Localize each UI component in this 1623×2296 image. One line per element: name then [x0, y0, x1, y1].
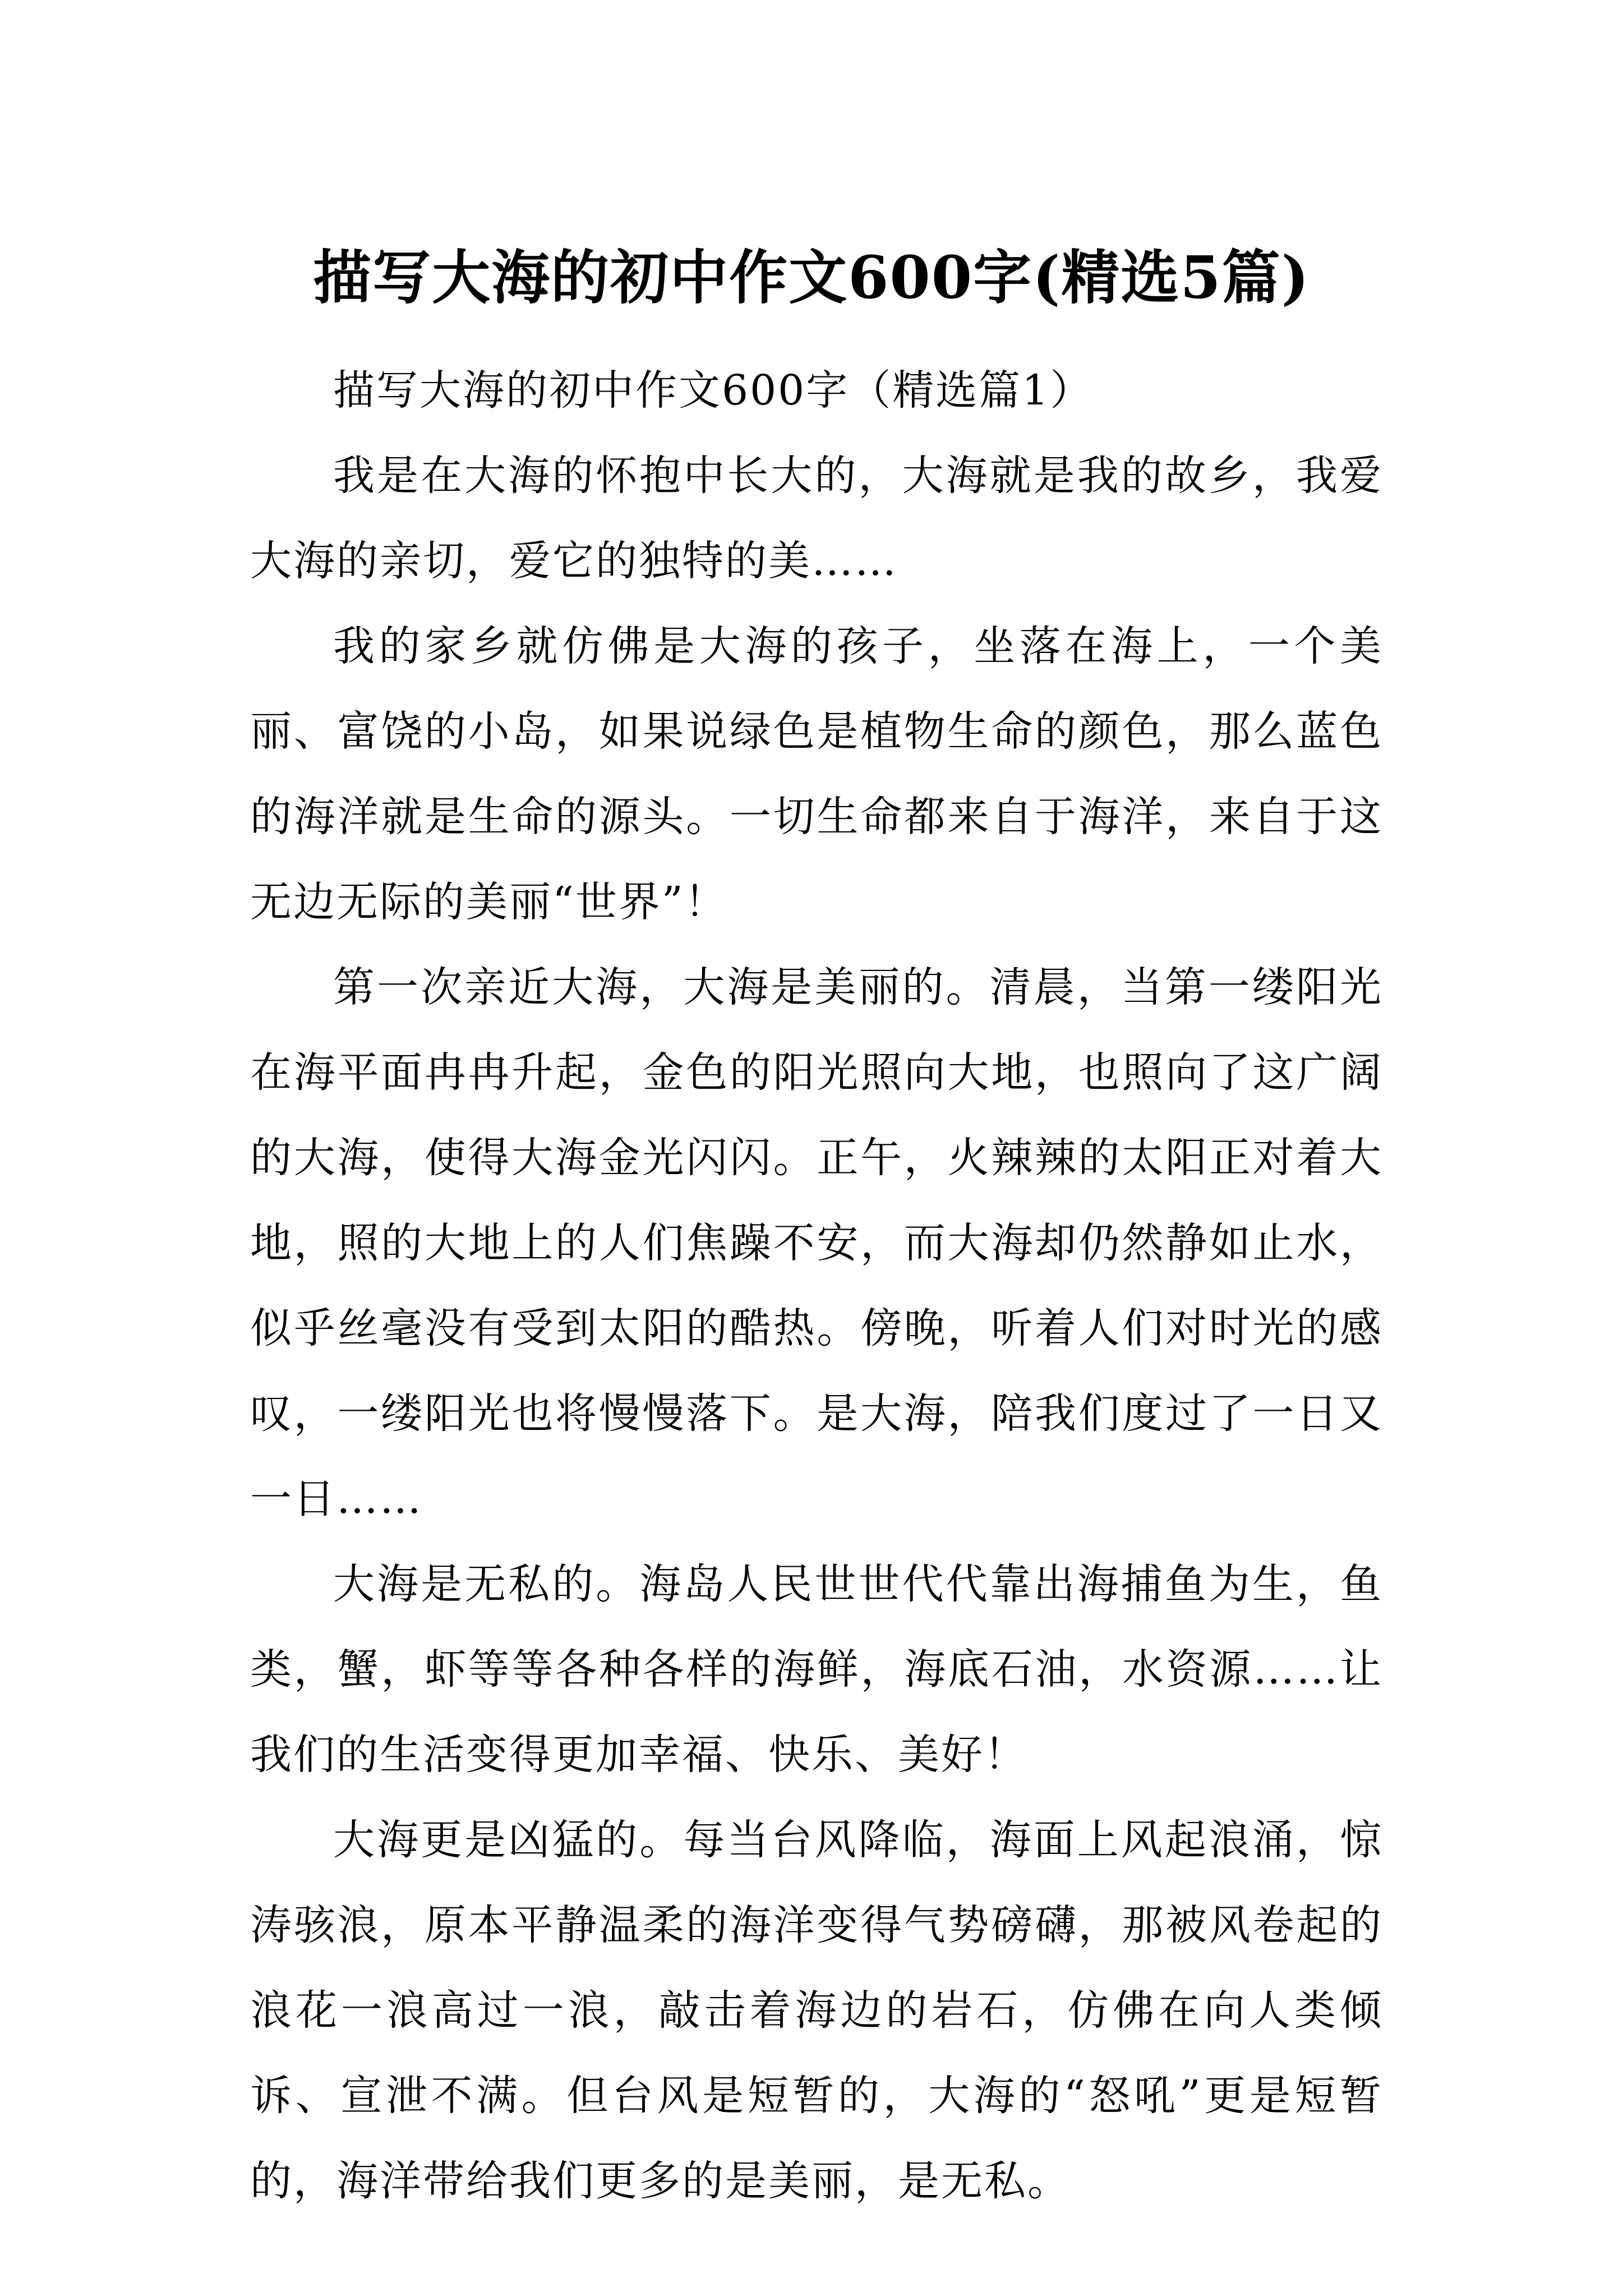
paragraph: 我是在大海的怀抱中长大的，大海就是我的故乡，我爱大海的亲切，爱它的独特的美…… [250, 452, 1383, 585]
section-heading: 描写大海的初中作文600字（精选篇1） [333, 366, 1094, 415]
paragraph: 我的家乡就仿佛是大海的孩子，坐落在海上，一个美丽、富饶的小岛，如果说绿色是植物生命的颜色，那么蓝色的海洋就是生命的源头。一切生命都来自于海洋，来自于这无边无际的美丽“世界”！ [250, 622, 1383, 926]
paragraph: 大海更是凶猛的。每当台风降临，海面上风起浪涌，惊涛骇浪，原本平静温柔的海洋变得气势磅礴，那被风卷起的浪花一浪高过一浪，敲击着海边的岩石，仿佛在向人类倾诉、宣泄不满。但台风是短暂的，大海的“怒吼”更是短暂的，海洋带给我们更多的是美丽，是无私。 [250, 1816, 1383, 2205]
paragraph: 第一次亲近大海，大海是美丽的。清晨，当第一缕阳光在海平面冉冉升起，金色的阳光照向大地，也照向了这广阔的大海，使得大海金光闪闪。正午，火辣辣的太阳正对着大地，照的大地上的人们焦躁不安，而大海却仍然静如止水，似乎丝毫没有受到太阳的酷热。傍晚，听着人们对时光的感叹，一缕阳光也将慢慢落下。是大海，陪我们度过了一日又一日…… [250, 963, 1383, 1523]
document-body [250, 348, 1383, 2224]
document-title: 描写大海的初中作文600字(精选5篇) [313, 242, 1310, 312]
paragraph: 大海是无私的。海岛人民世世代代靠出海捕鱼为生，鱼类，蟹，虾等等各种各样的海鲜，海底石油，水资源……让我们的生活变得更加幸福、快乐、美好！ [250, 1560, 1383, 1779]
